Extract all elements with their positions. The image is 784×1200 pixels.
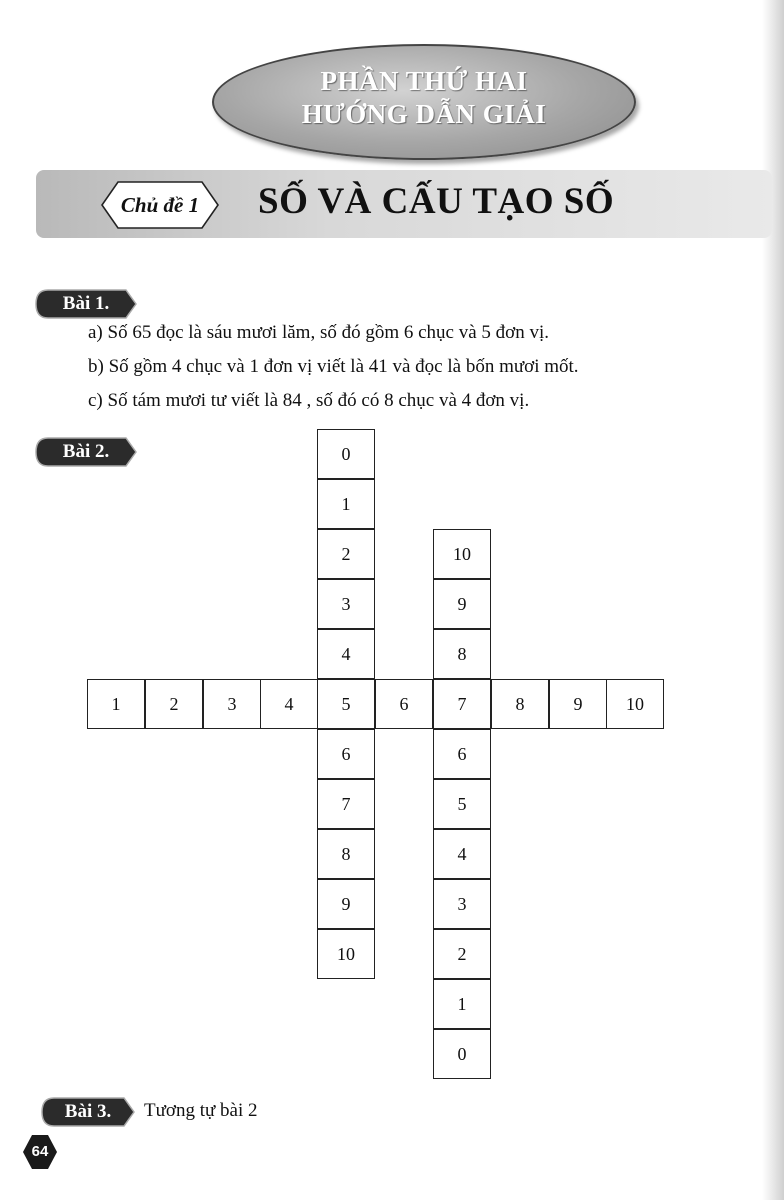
exercise-1-line-a: a) Số 65 đọc là sáu mươi lăm, số đó gồm 6 chục và 5 đơn vị. bbox=[88, 322, 549, 343]
grid-cell-col-b: 10 bbox=[433, 529, 491, 579]
grid-cell-col-b: 3 bbox=[433, 879, 491, 929]
part-banner bbox=[212, 44, 636, 160]
exercise-3-text: Bài 3. bbox=[64, 1101, 112, 1122]
exercise-3-label bbox=[40, 1096, 136, 1128]
grid-cell-col-a: 7 bbox=[317, 779, 375, 829]
grid-cell-row: 5 bbox=[317, 679, 375, 729]
exercise-2-label bbox=[34, 436, 138, 468]
grid-cell-col-b: 6 bbox=[433, 729, 491, 779]
grid-cell-col-b: 4 bbox=[433, 829, 491, 879]
grid-cell-col-b: 1 bbox=[433, 979, 491, 1029]
part-subtitle: HƯỚNG DẪN GIẢI bbox=[301, 99, 547, 129]
grid-cell-col-b: 0 bbox=[433, 1029, 491, 1079]
grid-cell-row: 7 bbox=[433, 679, 491, 729]
chapter-badge bbox=[100, 178, 220, 232]
grid-cell-col-b: 2 bbox=[433, 929, 491, 979]
grid-cell-col-b: 8 bbox=[433, 629, 491, 679]
grid-cell-col-a: 0 bbox=[317, 429, 375, 479]
chapter-title: SỐ VÀ CẤU TẠO SỐ bbox=[258, 181, 615, 222]
part-title: PHẦN THỨ HAI bbox=[320, 66, 528, 96]
grid-cell-col-b: 9 bbox=[433, 579, 491, 629]
exercise-2-text: Bài 2. bbox=[62, 441, 110, 462]
grid-cell-col-a: 1 bbox=[317, 479, 375, 529]
grid-cell-row: 8 bbox=[491, 679, 549, 729]
grid-cell-col-b: 5 bbox=[433, 779, 491, 829]
grid-cell-row: 10 bbox=[606, 679, 664, 729]
grid-cell-row: 4 bbox=[260, 679, 318, 729]
grid-cell-row: 3 bbox=[203, 679, 261, 729]
exercise-1-text: Bài 1. bbox=[62, 293, 110, 314]
grid-cell-col-a: 8 bbox=[317, 829, 375, 879]
grid-cell-row: 9 bbox=[549, 679, 607, 729]
page-number-badge bbox=[22, 1134, 58, 1170]
grid-cell-row: 2 bbox=[145, 679, 203, 729]
grid-cell-col-a: 10 bbox=[317, 929, 375, 979]
exercise-1-label bbox=[34, 288, 138, 320]
grid-cell-col-a: 4 bbox=[317, 629, 375, 679]
grid-cell-col-a: 6 bbox=[317, 729, 375, 779]
grid-cell-row: 6 bbox=[375, 679, 433, 729]
chapter-badge-label: Chủ đề 1 bbox=[120, 193, 200, 217]
grid-cell-col-a: 2 bbox=[317, 529, 375, 579]
grid-cell-col-a: 9 bbox=[317, 879, 375, 929]
page-number: 64 bbox=[31, 1143, 49, 1160]
grid-cell-col-a: 3 bbox=[317, 579, 375, 629]
exercise-1-line-b: b) Số gồm 4 chục và 1 đơn vị viết là 41 và đọc là bốn mươi mốt. bbox=[88, 356, 579, 377]
grid-cell-row: 1 bbox=[87, 679, 145, 729]
exercise-3-instruction: Tương tự bài 2 bbox=[144, 1100, 258, 1121]
exercise-1-line-c: c) Số tám mươi tư viết là 84 , số đó có 8 chục và 4 đơn vị. bbox=[88, 390, 530, 411]
